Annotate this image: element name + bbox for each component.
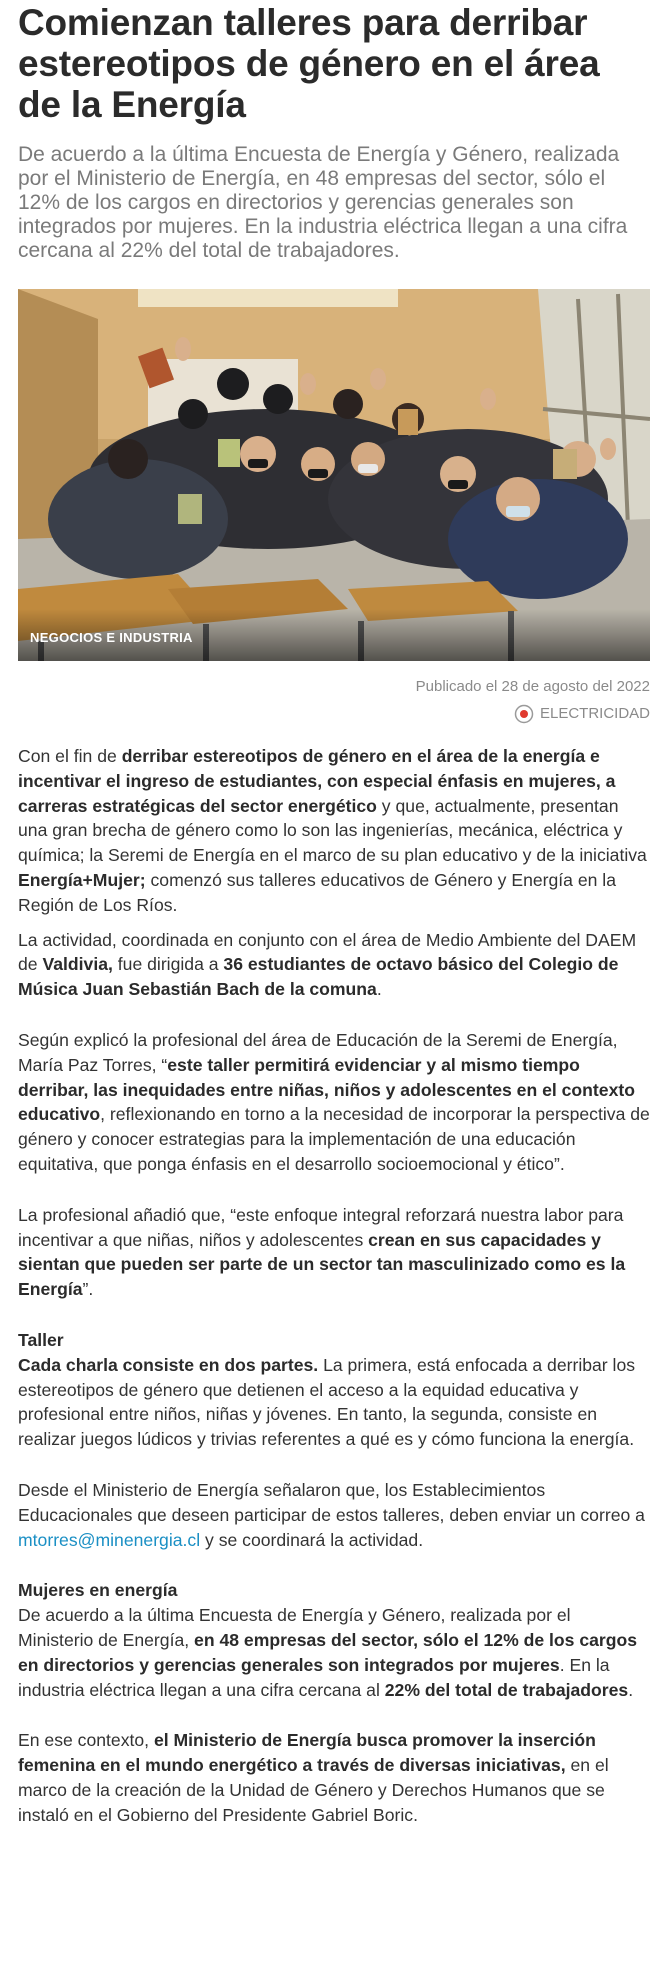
category-label: ELECTRICIDAD	[539, 705, 650, 722]
paragraph: En ese contexto, el Ministerio de Energía busca promover la inserción femenina en el mundo energético a través de diversas iniciativas, en el marco de la creación de la Unidad de Género y Derechos Humanos que se instaló en el Gobierno del Presidente Gabriel Boric.	[18, 1730, 609, 1825]
image-category-overlay	[18, 609, 650, 661]
category-tag[interactable]	[18, 704, 650, 724]
paragraph: La actividad, coordinada en conjunto con el área de Medio Ambiente del DAEM de Valdivia, fue dirigida a 36 estudiantes de octavo básico del Colegio de Música Juan Sebastián Bach de la comuna.	[18, 929, 637, 1000]
record-icon	[514, 704, 534, 724]
section-heading-taller: Taller	[18, 1329, 64, 1350]
section-heading-mujeres: Mujeres en energía	[18, 1580, 178, 1601]
paragraph: La profesional añadió que, “este enfoque integral reforzará nuestra labor para incentivar a que niñas, niños y adolescentes crean en sus capacidades y sientan que pueden ser parte de un sector tan masculinizado como es la Energía”.	[18, 1204, 626, 1300]
article-meta	[18, 677, 650, 724]
paragraph: Con el fin de derribar estereotipos de género en el área de la energía e incentivar el ingreso de estudiantes, con especial énfasis en mujeres, a carreras estratégicas del sector energético y que, actualmente, presentan una gran brecha de género como lo son las ingenierías, mecánica, eléctrica y química; la Seremi de Energía en el marco de su plan educativo y de la iniciativa Energía+Mujer; comenzó sus talleres educativos de Género y Energía en la Región de Los Ríos.	[18, 746, 647, 915]
email-link[interactable]: mtorres@minenergia.cl	[18, 1529, 201, 1550]
article	[0, 2, 668, 1827]
article-title: Comienzan talleres para derribar estereotipos de género en el área de la Energía	[18, 2, 600, 125]
classroom-photo	[18, 289, 650, 661]
hero-image[interactable]	[18, 289, 650, 661]
article-lead: De acuerdo a la última Encuesta de Energía y Género, realizada por el Ministerio de Energía, en 48 empresas del sector, sólo el 12% de los cargos en directorios y gerencias generales son integrados por mujeres. En la industria eléctrica llegan a una cifra cercana al 22% del total de trabajadores.	[18, 143, 628, 262]
paragraph: Desde el Ministerio de Energía señalaron que, los Establecimientos Educacionales que deseen participar de estos talleres, deben enviar un correo a mtorres@minenergia.cl y se coordinará la actividad.	[18, 1479, 645, 1550]
publish-date: Publicado el 28 de agosto del 2022	[415, 678, 650, 695]
image-category-label[interactable]: NEGOCIOS E INDUSTRIA	[30, 630, 193, 645]
article-body	[18, 744, 650, 1827]
paragraph: Mujeres en energía De acuerdo a la última Encuesta de Energía y Género, realizada por el Ministerio de Energía, en 48 empresas del sector, sólo el 12% de los cargos en directorios y gerencias generales son integrados por mujeres. En la industria eléctrica llegan a una cifra cercana al 22% del total de trabajadores.	[18, 1580, 638, 1700]
paragraph: Taller Cada charla consiste en dos partes. La primera, está enfocada a derribar los estereotipos de género que detienen el acceso a la equidad educativa y profesional entre niños, niñas y jóvenes. En tanto, la segunda, consiste en realizar juegos lúdicos y trivias referentes a qué es y cómo funciona la energía.	[18, 1329, 636, 1450]
paragraph: Según explicó la profesional del área de Educación de la Seremi de Energía, María Paz Torres, “este taller permitirá evidenciar y al mismo tiempo derribar, las inequidades entre niñas, niños y adolescentes en el contexto educativo, reflexionando en torno a la necesidad de incorporar la perspectiva de género y conocer estrategias para la implementación de una educación equitativa, que ponga énfasis en el desarrollo socioemocional y ético”.	[18, 1029, 650, 1174]
